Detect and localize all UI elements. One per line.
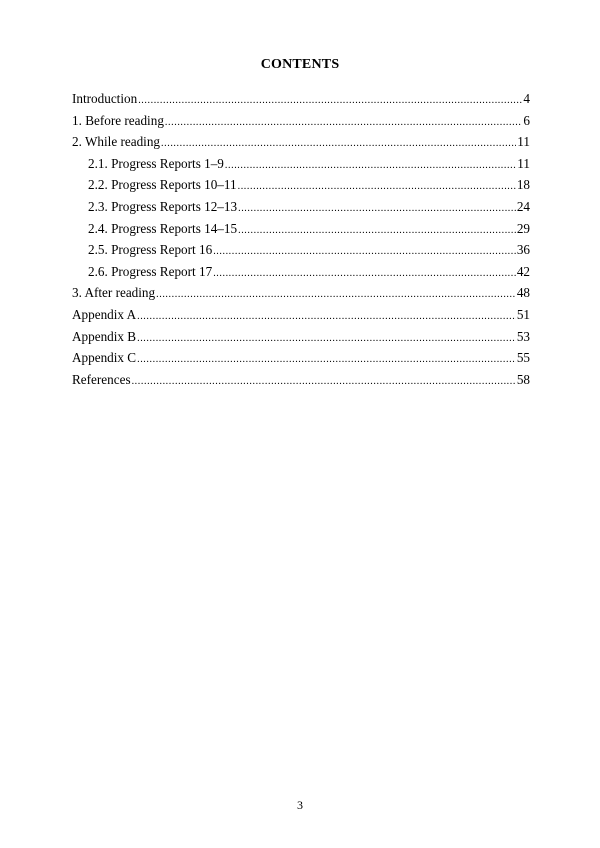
toc-entry-label: 2.3. Progress Reports 12–13 — [88, 198, 238, 214]
toc-entry-page: 55 — [516, 350, 530, 366]
toc-entry-progress-reports-14-15[interactable] — [72, 218, 530, 240]
dot-leader — [238, 176, 516, 198]
dot-leader — [238, 220, 516, 242]
toc-entry-progress-reports-10-11[interactable] — [72, 174, 530, 196]
toc-entry-page: 6 — [523, 112, 530, 128]
toc-entry-label: 2.5. Progress Report 16 — [88, 242, 213, 258]
toc-entry-page: 24 — [516, 198, 530, 214]
toc-entry-label: References — [72, 371, 131, 387]
toc-entry-label: Appendix B — [72, 328, 137, 344]
toc-entry-page: 29 — [516, 220, 530, 236]
dot-leader — [132, 371, 516, 393]
toc-entry-page: 11 — [517, 155, 530, 171]
toc-entry-label: 2.2. Progress Reports 10–11 — [88, 177, 237, 193]
toc-entry-introduction[interactable] — [72, 88, 530, 110]
toc-entry-label: Appendix A — [72, 306, 137, 322]
dot-leader — [161, 133, 516, 155]
toc-entry-page: 51 — [516, 306, 530, 322]
toc-entry-label: 1. Before reading — [72, 112, 164, 128]
toc-entry-appendix-a[interactable] — [72, 304, 530, 326]
toc-entry-page: 48 — [516, 285, 530, 301]
dot-leader — [137, 328, 516, 350]
toc-entry-progress-reports-12-13[interactable] — [72, 196, 530, 218]
dot-leader — [138, 90, 522, 112]
toc-entry-page: 58 — [516, 371, 530, 387]
toc-entry-after-reading[interactable] — [72, 282, 530, 304]
page-number: 3 — [297, 798, 303, 812]
page-title: CONTENTS — [260, 57, 340, 72]
toc-entry-progress-report-16[interactable] — [72, 239, 530, 261]
dot-leader — [238, 198, 516, 220]
toc-entry-label: Appendix C — [72, 350, 137, 366]
dot-leader — [213, 263, 516, 285]
toc-entry-before-reading[interactable] — [72, 110, 530, 132]
toc-entry-progress-reports-1-9[interactable] — [72, 153, 530, 175]
toc-entry-page: 36 — [516, 242, 530, 258]
dot-leader — [165, 112, 522, 134]
toc-entry-progress-report-17[interactable] — [72, 261, 530, 283]
toc-entry-page: 4 — [523, 91, 530, 106]
toc-entry-page: 53 — [516, 328, 530, 344]
toc-entry-label: 3. After reading — [72, 285, 156, 301]
table-of-contents — [72, 88, 530, 390]
toc-entry-appendix-b[interactable] — [72, 326, 530, 348]
dot-leader — [156, 284, 516, 306]
toc-entry-page: 11 — [517, 134, 530, 150]
toc-entry-appendix-c[interactable] — [72, 347, 530, 369]
toc-entry-references[interactable] — [72, 369, 530, 391]
toc-entry-while-reading[interactable] — [72, 131, 530, 153]
toc-entry-page: 18 — [516, 177, 530, 193]
toc-entry-page: 42 — [516, 263, 530, 279]
dot-leader — [137, 306, 516, 328]
dot-leader — [137, 349, 516, 371]
toc-entry-label: 2.6. Progress Report 17 — [88, 263, 213, 279]
toc-entry-label: 2.4. Progress Reports 14–15 — [88, 220, 238, 236]
toc-entry-label: 2.1. Progress Reports 1–9 — [88, 155, 224, 171]
toc-entry-label: Introduction — [72, 91, 138, 106]
toc-entry-label: 2. While reading — [72, 134, 161, 150]
dot-leader — [213, 241, 516, 263]
dot-leader — [225, 155, 516, 177]
